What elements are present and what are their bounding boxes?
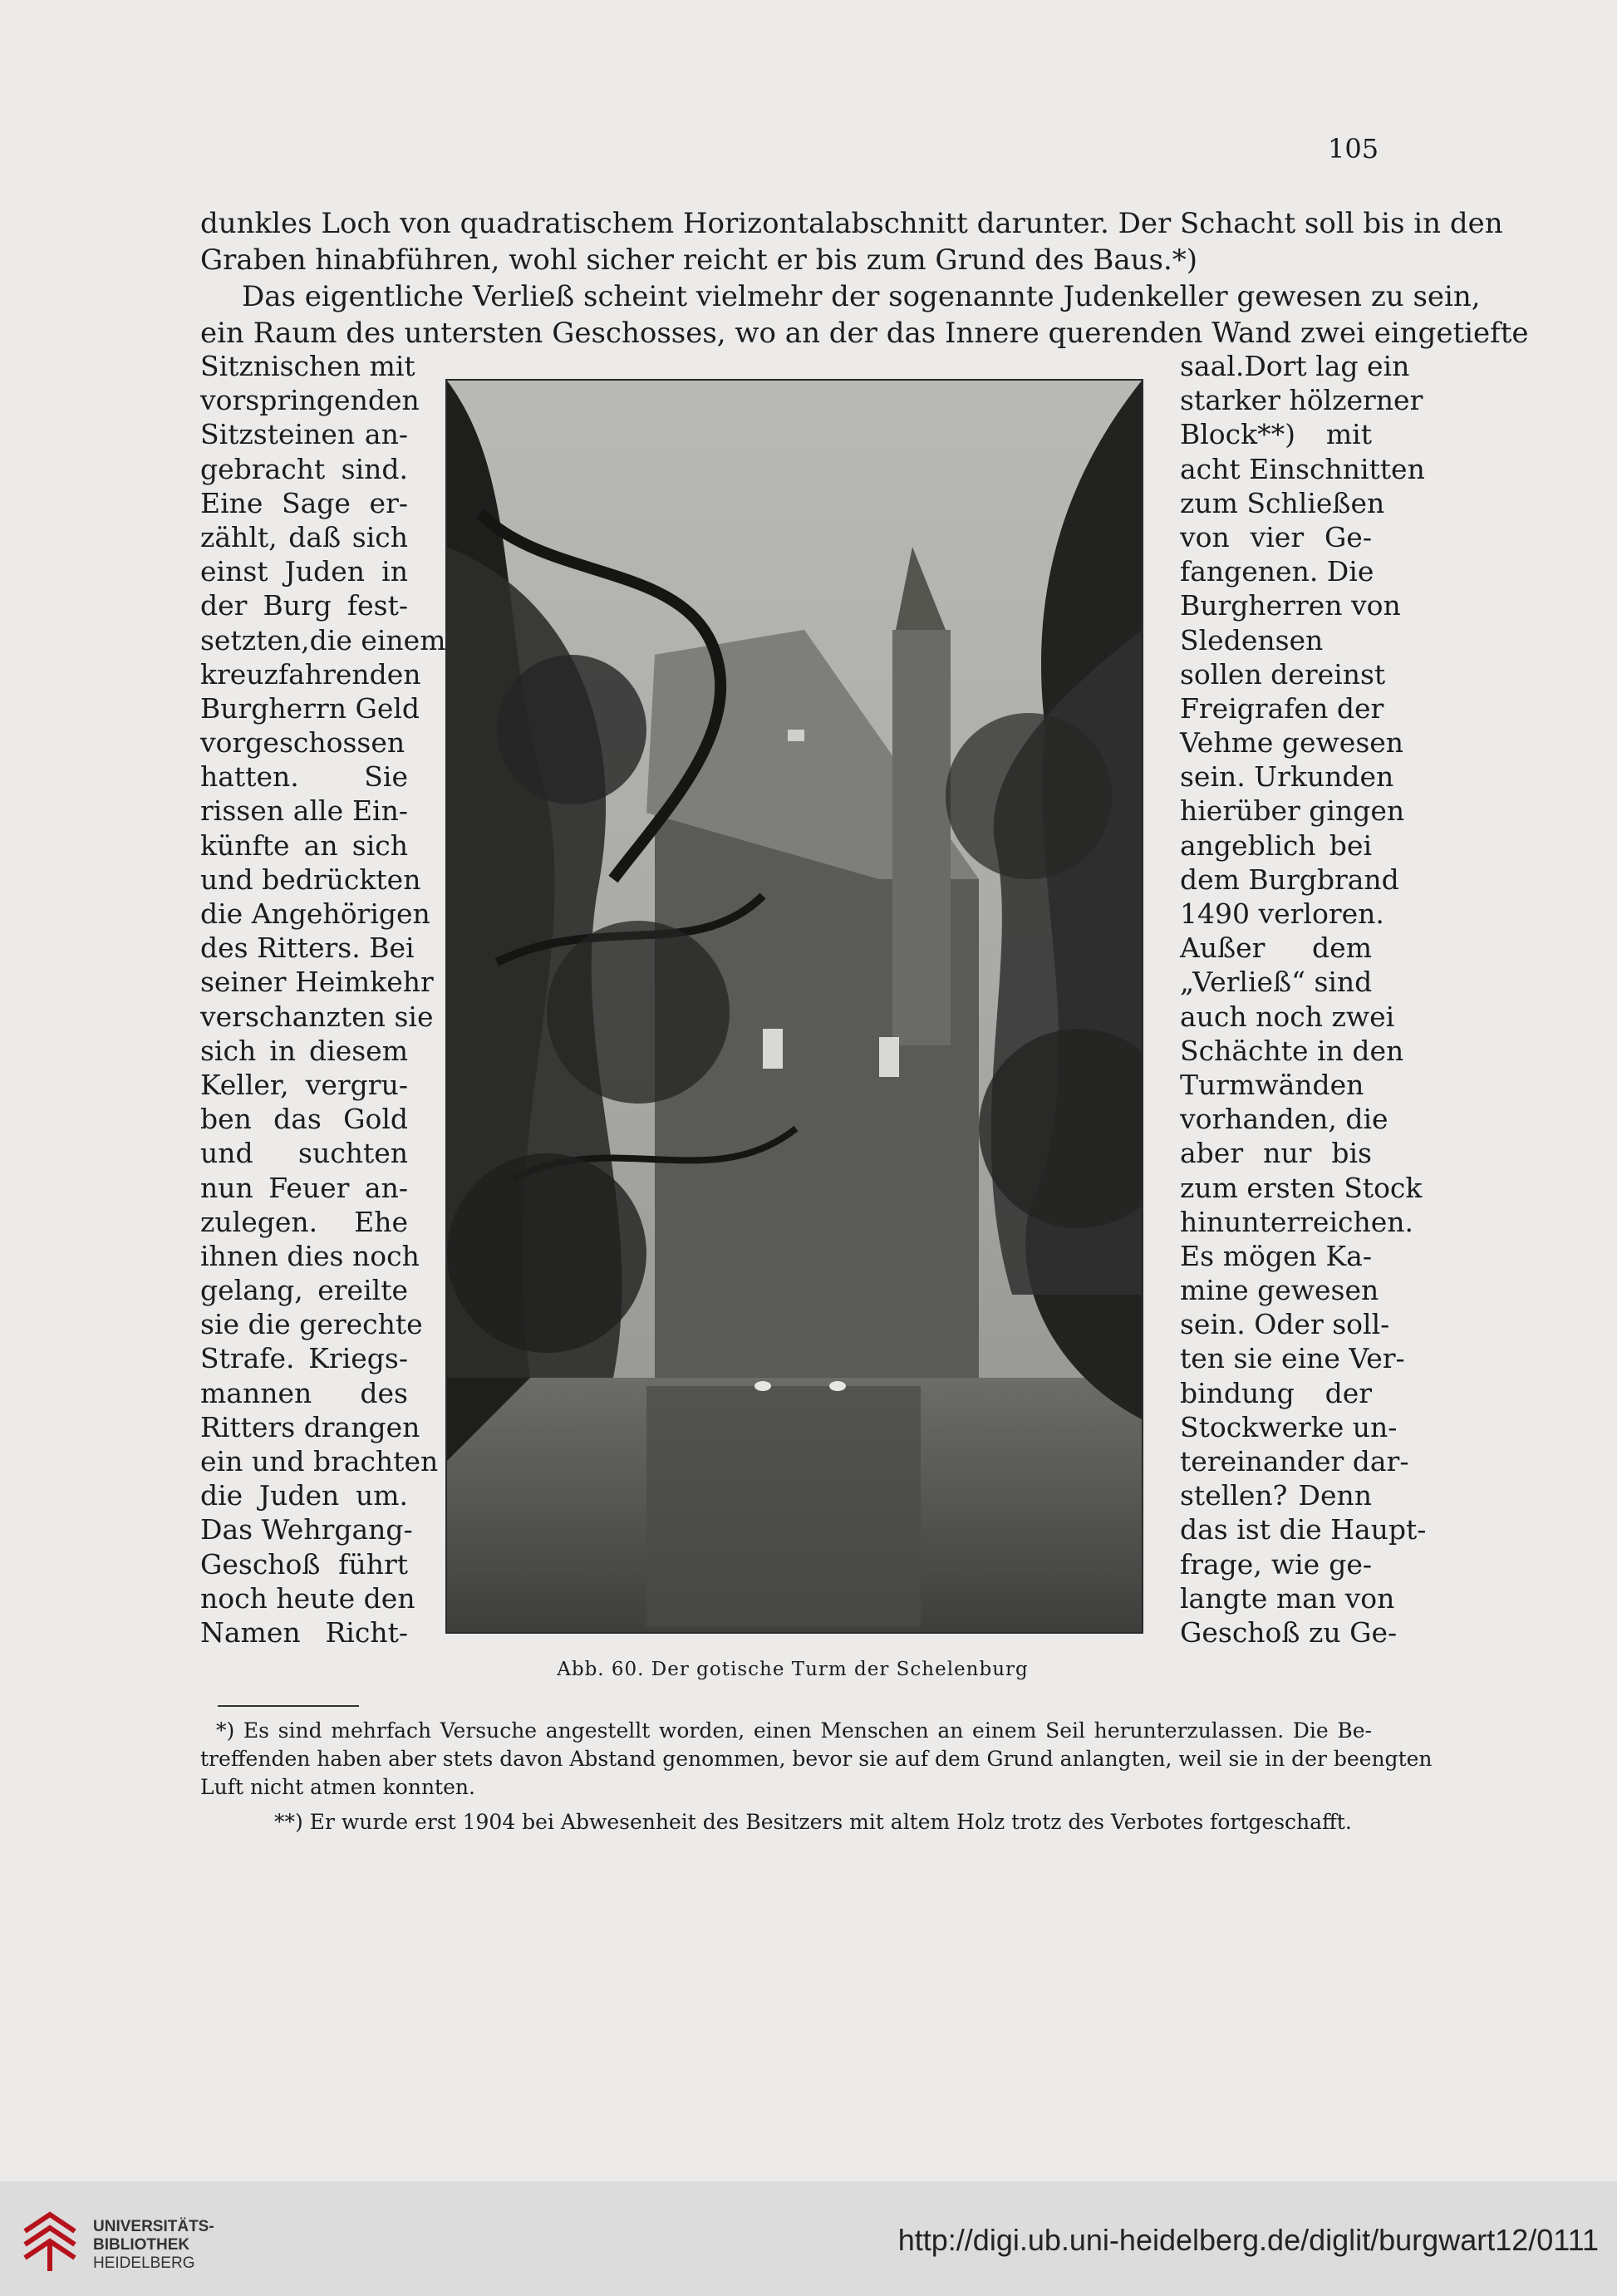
column-line: ben das Gold	[200, 1103, 408, 1136]
left-text-column	[200, 349, 446, 1649]
column-line: rissen alle Ein-	[200, 794, 408, 828]
column-line: Namen Richt-	[200, 1615, 408, 1649]
footnote-line: **) Er wurde erst 1904 bei Abwesenheit des Besitzers mit altem Holz trotz des Verbotes fortgeschafft.	[274, 1810, 1352, 1834]
column-line: sie die gerechte	[200, 1308, 423, 1341]
column-line: vorspringenden	[200, 384, 420, 417]
column-line: bindung der	[1180, 1376, 1372, 1409]
column-line: Sledensen	[1180, 623, 1324, 656]
column-line: auch noch zwei	[1180, 1000, 1395, 1033]
library-name-line: BIBLIOTHEK	[93, 2236, 190, 2254]
column-line: vorhanden, die	[1180, 1103, 1388, 1136]
column-line: ein und brachten	[200, 1445, 439, 1477]
university-library-logo-icon	[17, 2206, 85, 2274]
footnote-divider	[218, 1705, 359, 1707]
column-line: Geschoß zu Ge-	[1180, 1615, 1398, 1649]
figure-caption: Abb. 60. Der gotische Turm der Schelenburg	[557, 1659, 1029, 1680]
column-line: gebracht sind.	[200, 452, 408, 485]
column-line: und suchten	[200, 1137, 408, 1170]
library-name-line: HEIDELBERG	[93, 2254, 195, 2272]
column-line: hatten. Sie	[200, 760, 408, 794]
column-line: künfte an sich	[200, 828, 408, 862]
column-line: 1490 verloren.	[1180, 897, 1384, 930]
column-line: angeblich bei	[1180, 828, 1372, 862]
column-line: Vehme gewesen	[1180, 726, 1404, 760]
column-line: vorgeschossen	[200, 726, 405, 760]
castle-tower-photograph	[445, 379, 1143, 1634]
column-line: sollen dereinst	[1180, 657, 1386, 691]
column-line: tereinander dar-	[1180, 1445, 1409, 1477]
footnote-line: Luft nicht atmen konnten.	[200, 1775, 475, 1799]
column-line: Stockwerke un-	[1180, 1410, 1398, 1443]
column-line: verschanzten sie	[200, 1000, 434, 1033]
column-line: zum ersten Stock	[1180, 1171, 1423, 1204]
column-line: das ist die Haupt-	[1180, 1513, 1427, 1546]
text-line: Graben hinabführen, wohl sicher reicht er bis zum Grund des Baus.*)	[200, 243, 1198, 277]
column-line: fangenen. Die	[1180, 555, 1374, 588]
page-number: 105	[1328, 133, 1379, 165]
column-line: stellen? Denn	[1180, 1479, 1372, 1512]
footnote-line: *) Es sind mehrfach Versuche angestellt worden, einen Menschen an einem Seil herunterzulassen. Die Be-	[216, 1718, 1372, 1743]
column-line: die Juden um.	[200, 1479, 408, 1512]
column-line: zählt, daß sich	[200, 520, 408, 553]
column-line: ihnen dies noch	[200, 1239, 420, 1272]
text-line: Das eigentliche Verließ scheint vielmehr der sogenannte Judenkeller gewesen zu sein,	[242, 280, 1481, 313]
column-line: einst Juden in	[200, 555, 408, 588]
column-line: acht Einschnitten	[1180, 452, 1425, 485]
column-line: starker hölzerner	[1180, 384, 1423, 417]
column-line: „Verließ“ sind	[1180, 966, 1373, 999]
column-line: setzten,die einem	[200, 623, 446, 656]
column-line: Außer dem	[1180, 932, 1372, 965]
column-line: Strafe. Kriegs-	[200, 1342, 408, 1375]
column-line: sein. Urkunden	[1180, 760, 1394, 794]
column-line: aber nur bis	[1180, 1137, 1372, 1170]
library-name-line: UNIVERSITÄTS-	[93, 2218, 214, 2235]
column-line: Geschoß führt	[200, 1547, 408, 1581]
column-line: Keller, vergru-	[200, 1068, 408, 1101]
column-line: Sitznischen mit	[200, 350, 415, 382]
column-line: noch heute den	[200, 1581, 415, 1615]
column-line: Eine Sage er-	[200, 486, 408, 519]
column-line: des Ritters. Bei	[200, 932, 415, 965]
column-line: Das Wehrgang-	[200, 1513, 413, 1546]
text-line: dunkles Loch von quadratischem Horizontalabschnitt darunter. Der Schacht soll bis in den	[200, 207, 1503, 240]
footnote-line: treffenden haben aber stets davon Abstand genommen, bevor sie auf dem Grund anlangten, weil sie in der beengten	[200, 1747, 1433, 1771]
column-line: gelang, ereilte	[200, 1274, 408, 1307]
column-line: Turmwänden	[1180, 1068, 1364, 1101]
column-line: sich in diesem	[200, 1034, 408, 1067]
column-line: dem Burgbrand	[1180, 863, 1399, 896]
column-line: Sitzsteinen an-	[200, 418, 408, 451]
column-line: seiner Heimkehr	[200, 966, 434, 999]
column-line: saal.Dort lag ein	[1180, 350, 1410, 382]
library-name	[93, 2218, 214, 2273]
column-line: ten sie eine Ver-	[1180, 1342, 1405, 1375]
column-line: hinunterreichen.	[1180, 1205, 1413, 1238]
column-line: kreuzfahrenden	[200, 657, 421, 691]
column-line: Block**) mit	[1180, 418, 1372, 451]
column-line: und bedrückten	[200, 863, 421, 896]
column-line: Schächte in den	[1180, 1034, 1404, 1067]
column-line: der Burg fest-	[200, 589, 408, 622]
column-line: hierüber gingen	[1180, 794, 1405, 828]
column-line: von vier Ge-	[1180, 520, 1372, 553]
column-line: zulegen. Ehe	[200, 1205, 408, 1238]
column-line: mine gewesen	[1180, 1274, 1379, 1307]
column-line: zum Schließen	[1180, 486, 1385, 519]
column-line: mannen des	[200, 1376, 408, 1409]
column-line: Ritters drangen	[200, 1410, 420, 1443]
column-line: sein. Oder soll-	[1180, 1308, 1390, 1341]
column-line: Es mögen Ka-	[1180, 1239, 1372, 1272]
text-line: ein Raum des untersten Geschosses, wo an der das Innere querenden Wand zwei eingetiefte	[200, 317, 1529, 350]
column-line: langte man von	[1180, 1581, 1395, 1615]
column-line: die Angehörigen	[200, 897, 430, 930]
column-line: nun Feuer an-	[200, 1171, 408, 1204]
column-line: Burgherrn Geld	[200, 691, 420, 725]
right-text-column	[1180, 349, 1427, 1649]
footer-bar	[0, 2181, 1617, 2296]
digital-copy-url[interactable]: http://digi.ub.uni-heidelberg.de/diglit/burgwart12/0111	[897, 2223, 1599, 2257]
column-line: frage, wie ge-	[1180, 1547, 1372, 1581]
column-line: Freigrafen der	[1180, 691, 1384, 725]
column-line: Burgherren von	[1180, 589, 1401, 622]
